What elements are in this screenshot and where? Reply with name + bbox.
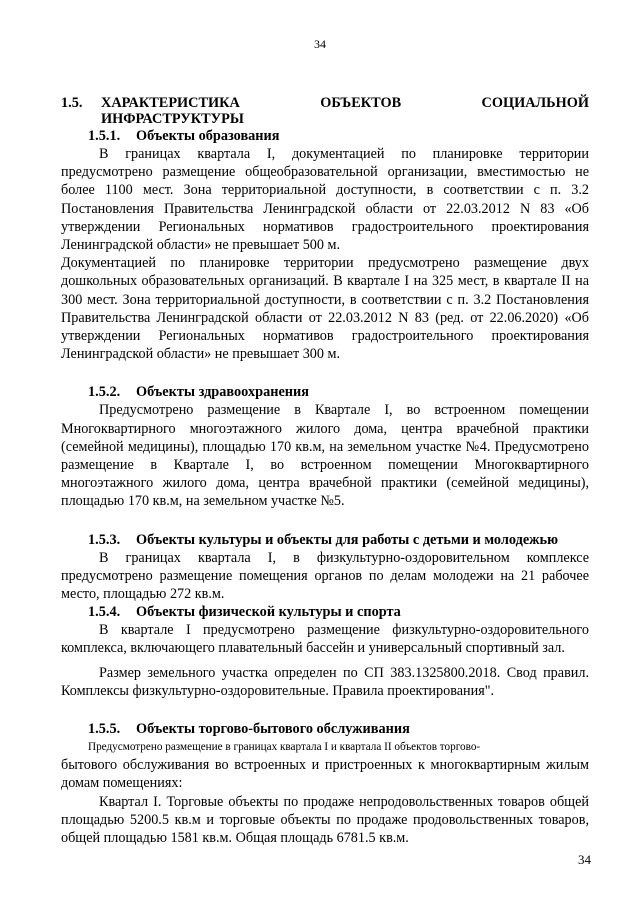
paragraph: Квартал I. Торговые объекты по продаже непродовольственных товаров общей площадью 5200.5 кв.м и торговые объекты по продаже продовольственных товаров, общей площадью 1581 кв.м. Общая площадь 6781.5 кв.м. [61, 793, 589, 847]
paragraph: В границах квартала I, документацией по планировке территории предусмотрено размещение общеобразовательной организации, вместимостью не более 1100 мест. Зона территориальной доступности, в соответствии с п. 3.2 Постановления Правительства Ленинградской области от 22.03.2012 N 83 «Об утверждении Региональных нормативов градостроительного проектирования Ленинградской области» не превышает 500 м. [61, 146, 589, 254]
subsection-number: 1.5.4. [88, 604, 121, 621]
subsection-heading-sport [61, 603, 589, 621]
subsection-title: Объекты торгово-бытового обслуживания [136, 721, 410, 738]
subsection-number: 1.5.3. [88, 531, 121, 548]
subsection-heading-trade [61, 720, 589, 738]
subsection-heading-culture [61, 531, 589, 549]
subsection-title: Объекты здравоохранения [136, 384, 310, 401]
section-title-continued: ИНФРАСТРУКТУРЫ [101, 111, 244, 127]
subsection-heading-healthcare [61, 383, 589, 401]
page-number-top: 34 [314, 37, 326, 51]
paragraph: В границах квартала I, в физкультурно-оздоровительном комплексе предусмотрено размещение помещения органов по делам молодежи на 21 рабочее место, площадью 272 кв.м. [61, 549, 589, 603]
subsection-title: Объекты образования [136, 128, 280, 144]
page-number-bottom: 34 [578, 852, 591, 867]
subsection-number: 1.5.5. [88, 721, 121, 738]
paragraph: В квартале I предусмотрено размещение физкультурно-оздоровительного комплекса, включающего плавательный бассейн и универсальный спортивный зал. [61, 622, 589, 657]
paragraph: Документацией по планировке территории предусмотрено размещение двух дошкольных образовательных организаций. В квартале I на 325 мест, в квартале II на 300 мест. Зона территориальной доступности, в соответствии с п. 3.2 Постановления Правительства Ленинградской области от 22.03.2012 N 83 (ред. от 22.06.2020) «Об утверждении Региональных нормативов градостроительного проектирования Ленинградской области» не превышает 300 м. [61, 255, 589, 363]
document-body [61, 95, 589, 847]
section-title: ХАРАКТЕРИСТИКА ОБЪЕКТОВ СОЦИАЛЬНОЙ [101, 95, 589, 111]
subsection-number: 1.5.2. [88, 384, 121, 401]
paragraph-small: Предусмотрено размещение в границах квартала I и квартала II объектов торгово- [88, 741, 481, 754]
section-number: 1.5. [61, 95, 83, 111]
section-heading [61, 95, 589, 111]
paragraph: Предусмотрено размещение в Квартале I, во встроенном помещении Многоквартирного многоэтажного жилого дома, центра врачебной практики (семейной медицины), площадью 170 кв.м, на земельном участке №4. Предусмотрено размещение в Квартале I, во встроенном помещении Многоквартирного многоэтажного жилого дома, центра врачебной практики (семейной медицины), площадью 170 кв.м, на земельном участке №5. [61, 402, 589, 510]
subsection-title: Объекты физической культуры и спорта [136, 604, 401, 621]
paragraph: Размер земельного участка определен по СП 383.1325800.2018. Свод правил. Комплексы физкультурно-оздоровительные. Правила проектирования". [61, 664, 589, 699]
subsection-title: Объекты культуры и объекты для работы с детьми и молодежью [136, 531, 559, 548]
subsection-heading-education [61, 127, 589, 145]
paragraph: бытового обслуживания во встроенных и пристроенных к многоквартирным жилым домам помещениях: [61, 757, 589, 792]
subsection-number: 1.5.1. [88, 128, 121, 144]
